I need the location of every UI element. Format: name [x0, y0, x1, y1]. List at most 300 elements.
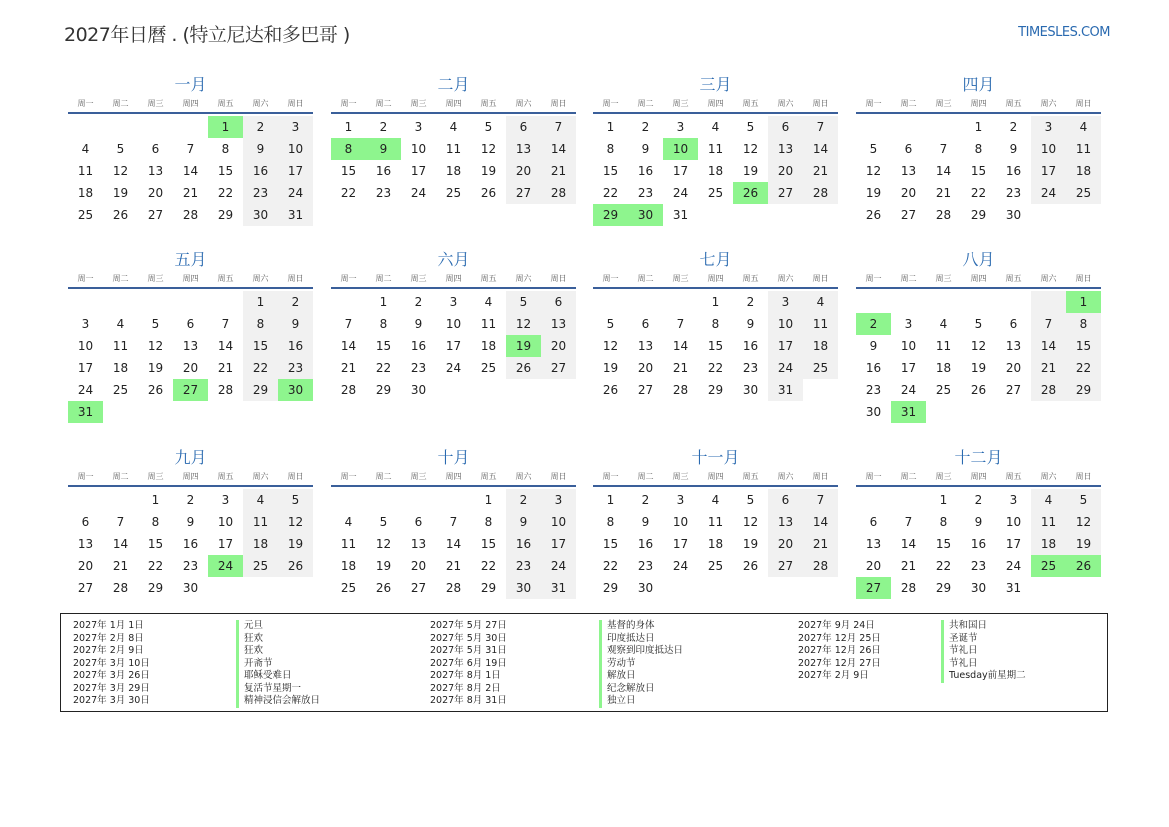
- day-cell[interactable]: 31: [278, 204, 313, 226]
- day-cell[interactable]: 8: [974, 142, 983, 156]
- day-cell[interactable]: 7: [939, 142, 948, 156]
- day-cell[interactable]: 25: [803, 357, 838, 379]
- holiday-day-cell[interactable]: 26: [733, 182, 768, 204]
- day-cell[interactable]: 31: [768, 379, 803, 401]
- day-cell[interactable]: 21: [672, 361, 689, 375]
- day-cell[interactable]: 8: [711, 317, 720, 331]
- day-cell[interactable]: 29: [1066, 379, 1101, 401]
- day-cell[interactable]: 28: [1031, 379, 1066, 401]
- holiday-day-cell[interactable]: 10: [663, 138, 698, 160]
- day-cell[interactable]: 30: [742, 383, 759, 397]
- day-cell[interactable]: 20: [900, 186, 917, 200]
- day-cell[interactable]: 19: [602, 361, 619, 375]
- day-cell[interactable]: 12: [742, 142, 759, 156]
- day-cell[interactable]: 10: [1005, 515, 1022, 529]
- day-cell[interactable]: 22: [147, 559, 164, 573]
- holiday-day-cell[interactable]: 1: [208, 116, 243, 138]
- day-cell[interactable]: 31: [541, 577, 576, 599]
- day-cell[interactable]: 7: [1031, 313, 1066, 335]
- day-cell[interactable]: 27: [410, 581, 427, 595]
- day-cell[interactable]: 23: [410, 361, 427, 375]
- day-cell[interactable]: 28: [182, 208, 199, 222]
- day-cell[interactable]: 7: [186, 142, 195, 156]
- day-cell[interactable]: 18: [707, 537, 724, 551]
- holiday-day-cell[interactable]: 25: [1031, 555, 1066, 577]
- day-cell[interactable]: 26: [375, 581, 392, 595]
- day-cell[interactable]: 9: [869, 339, 878, 353]
- day-cell[interactable]: 16: [865, 361, 882, 375]
- day-cell[interactable]: 22: [375, 361, 392, 375]
- holiday-day-cell[interactable]: 24: [208, 555, 243, 577]
- day-cell[interactable]: 7: [449, 515, 458, 529]
- holiday-day-cell[interactable]: 2: [856, 313, 891, 335]
- day-cell[interactable]: 19: [278, 533, 313, 555]
- day-cell[interactable]: 9: [506, 511, 541, 533]
- day-cell[interactable]: 15: [375, 339, 392, 353]
- day-cell[interactable]: 16: [506, 533, 541, 555]
- day-cell[interactable]: 24: [672, 559, 689, 573]
- day-cell[interactable]: 6: [151, 142, 160, 156]
- day-cell[interactable]: 5: [869, 142, 878, 156]
- day-cell[interactable]: 22: [602, 559, 619, 573]
- day-cell[interactable]: 20: [541, 335, 576, 357]
- day-cell[interactable]: 14: [1031, 335, 1066, 357]
- day-cell[interactable]: 3: [81, 317, 90, 331]
- day-cell[interactable]: 16: [742, 339, 759, 353]
- day-cell[interactable]: 17: [217, 537, 234, 551]
- day-cell[interactable]: 13: [1005, 339, 1022, 353]
- day-cell[interactable]: 24: [410, 186, 427, 200]
- day-cell[interactable]: 7: [904, 515, 913, 529]
- day-cell[interactable]: 29: [147, 581, 164, 595]
- day-cell[interactable]: 19: [970, 361, 987, 375]
- day-cell[interactable]: 27: [768, 555, 803, 577]
- day-cell[interactable]: 30: [1005, 208, 1022, 222]
- day-cell[interactable]: 25: [112, 383, 129, 397]
- day-cell[interactable]: 28: [672, 383, 689, 397]
- day-cell[interactable]: 28: [112, 581, 129, 595]
- day-cell[interactable]: 2: [506, 489, 541, 511]
- day-cell[interactable]: 17: [672, 537, 689, 551]
- day-cell[interactable]: 26: [112, 208, 129, 222]
- day-cell[interactable]: 22: [217, 186, 234, 200]
- day-cell[interactable]: 30: [243, 204, 278, 226]
- day-cell[interactable]: 13: [768, 138, 803, 160]
- day-cell[interactable]: 7: [221, 317, 230, 331]
- day-cell[interactable]: 22: [1066, 357, 1101, 379]
- day-cell[interactable]: 14: [803, 138, 838, 160]
- day-cell[interactable]: 13: [900, 164, 917, 178]
- day-cell[interactable]: 21: [217, 361, 234, 375]
- day-cell[interactable]: 19: [742, 164, 759, 178]
- day-cell[interactable]: 3: [278, 116, 313, 138]
- holiday-day-cell[interactable]: 26: [1066, 555, 1101, 577]
- day-cell[interactable]: 5: [746, 120, 755, 134]
- day-cell[interactable]: 14: [182, 164, 199, 178]
- day-cell[interactable]: 9: [414, 317, 423, 331]
- day-cell[interactable]: 6: [768, 116, 803, 138]
- day-cell[interactable]: 3: [414, 120, 423, 134]
- day-cell[interactable]: 23: [1005, 186, 1022, 200]
- day-cell[interactable]: 28: [935, 208, 952, 222]
- day-cell[interactable]: 12: [375, 537, 392, 551]
- day-cell[interactable]: 5: [116, 142, 125, 156]
- day-cell[interactable]: 18: [935, 361, 952, 375]
- day-cell[interactable]: 16: [1005, 164, 1022, 178]
- day-cell[interactable]: 26: [865, 208, 882, 222]
- day-cell[interactable]: 12: [865, 164, 882, 178]
- day-cell[interactable]: 12: [112, 164, 129, 178]
- day-cell[interactable]: 18: [445, 164, 462, 178]
- holiday-day-cell[interactable]: 30: [278, 379, 313, 401]
- day-cell[interactable]: 26: [506, 357, 541, 379]
- day-cell[interactable]: 17: [410, 164, 427, 178]
- day-cell[interactable]: 8: [379, 317, 388, 331]
- day-cell[interactable]: 3: [904, 317, 913, 331]
- day-cell[interactable]: 15: [1066, 335, 1101, 357]
- day-cell[interactable]: 4: [711, 493, 720, 507]
- day-cell[interactable]: 11: [340, 537, 357, 551]
- day-cell[interactable]: 17: [445, 339, 462, 353]
- day-cell[interactable]: 13: [541, 313, 576, 335]
- day-cell[interactable]: 1: [151, 493, 160, 507]
- day-cell[interactable]: 3: [1009, 493, 1018, 507]
- day-cell[interactable]: 17: [278, 160, 313, 182]
- day-cell[interactable]: 29: [480, 581, 497, 595]
- day-cell[interactable]: 8: [606, 142, 615, 156]
- day-cell[interactable]: 5: [606, 317, 615, 331]
- day-cell[interactable]: 13: [637, 339, 654, 353]
- day-cell[interactable]: 2: [974, 493, 983, 507]
- day-cell[interactable]: 10: [768, 313, 803, 335]
- day-cell[interactable]: 3: [676, 493, 685, 507]
- day-cell[interactable]: 10: [278, 138, 313, 160]
- day-cell[interactable]: 25: [77, 208, 94, 222]
- day-cell[interactable]: 25: [1066, 182, 1101, 204]
- day-cell[interactable]: 8: [1066, 313, 1101, 335]
- day-cell[interactable]: 20: [506, 160, 541, 182]
- day-cell[interactable]: 25: [445, 186, 462, 200]
- holiday-day-cell[interactable]: 19: [506, 335, 541, 357]
- day-cell[interactable]: 17: [1031, 160, 1066, 182]
- day-cell[interactable]: 14: [445, 537, 462, 551]
- day-cell[interactable]: 15: [147, 537, 164, 551]
- day-cell[interactable]: 8: [221, 142, 230, 156]
- day-cell[interactable]: 3: [541, 489, 576, 511]
- holiday-day-cell[interactable]: 30: [628, 204, 663, 226]
- day-cell[interactable]: 8: [243, 313, 278, 335]
- day-cell[interactable]: 18: [243, 533, 278, 555]
- day-cell[interactable]: 22: [243, 357, 278, 379]
- day-cell[interactable]: 21: [112, 559, 129, 573]
- day-cell[interactable]: 29: [243, 379, 278, 401]
- day-cell[interactable]: 7: [803, 489, 838, 511]
- day-cell[interactable]: 26: [278, 555, 313, 577]
- day-cell[interactable]: 5: [1066, 489, 1101, 511]
- day-cell[interactable]: 23: [375, 186, 392, 200]
- day-cell[interactable]: 18: [1031, 533, 1066, 555]
- day-cell[interactable]: 24: [445, 361, 462, 375]
- day-cell[interactable]: 18: [77, 186, 94, 200]
- day-cell[interactable]: 1: [606, 493, 615, 507]
- day-cell[interactable]: 27: [1005, 383, 1022, 397]
- day-cell[interactable]: 23: [506, 555, 541, 577]
- day-cell[interactable]: 13: [182, 339, 199, 353]
- holiday-day-cell[interactable]: 27: [856, 577, 891, 599]
- day-cell[interactable]: 6: [541, 291, 576, 313]
- day-cell[interactable]: 2: [414, 295, 423, 309]
- day-cell[interactable]: 10: [445, 317, 462, 331]
- day-cell[interactable]: 16: [637, 537, 654, 551]
- day-cell[interactable]: 12: [970, 339, 987, 353]
- day-cell[interactable]: 12: [742, 515, 759, 529]
- day-cell[interactable]: 12: [147, 339, 164, 353]
- day-cell[interactable]: 27: [506, 182, 541, 204]
- day-cell[interactable]: 11: [1066, 138, 1101, 160]
- day-cell[interactable]: 6: [414, 515, 423, 529]
- day-cell[interactable]: 17: [900, 361, 917, 375]
- day-cell[interactable]: 25: [707, 186, 724, 200]
- day-cell[interactable]: 15: [243, 335, 278, 357]
- day-cell[interactable]: 11: [935, 339, 952, 353]
- day-cell[interactable]: 4: [344, 515, 353, 529]
- day-cell[interactable]: 30: [506, 577, 541, 599]
- day-cell[interactable]: 8: [606, 515, 615, 529]
- day-cell[interactable]: 1: [243, 291, 278, 313]
- holiday-day-cell[interactable]: 31: [891, 401, 926, 423]
- day-cell[interactable]: 28: [803, 555, 838, 577]
- day-cell[interactable]: 25: [243, 555, 278, 577]
- day-cell[interactable]: 10: [217, 515, 234, 529]
- day-cell[interactable]: 24: [1031, 182, 1066, 204]
- day-cell[interactable]: 4: [711, 120, 720, 134]
- day-cell[interactable]: 28: [803, 182, 838, 204]
- day-cell[interactable]: 19: [1066, 533, 1101, 555]
- day-cell[interactable]: 30: [865, 405, 882, 419]
- day-cell[interactable]: 5: [746, 493, 755, 507]
- day-cell[interactable]: 27: [77, 581, 94, 595]
- day-cell[interactable]: 25: [935, 383, 952, 397]
- day-cell[interactable]: 29: [970, 208, 987, 222]
- day-cell[interactable]: 29: [602, 581, 619, 595]
- day-cell[interactable]: 9: [641, 142, 650, 156]
- day-cell[interactable]: 1: [379, 295, 388, 309]
- day-cell[interactable]: 5: [506, 291, 541, 313]
- day-cell[interactable]: 24: [768, 357, 803, 379]
- day-cell[interactable]: 13: [865, 537, 882, 551]
- day-cell[interactable]: 11: [1031, 511, 1066, 533]
- day-cell[interactable]: 9: [278, 313, 313, 335]
- day-cell[interactable]: 24: [672, 186, 689, 200]
- day-cell[interactable]: 29: [217, 208, 234, 222]
- day-cell[interactable]: 26: [480, 186, 497, 200]
- day-cell[interactable]: 25: [340, 581, 357, 595]
- day-cell[interactable]: 4: [803, 291, 838, 313]
- day-cell[interactable]: 3: [768, 291, 803, 313]
- day-cell[interactable]: 27: [147, 208, 164, 222]
- day-cell[interactable]: 3: [221, 493, 230, 507]
- day-cell[interactable]: 23: [243, 182, 278, 204]
- day-cell[interactable]: 19: [742, 537, 759, 551]
- day-cell[interactable]: 25: [707, 559, 724, 573]
- day-cell[interactable]: 20: [768, 533, 803, 555]
- day-cell[interactable]: 22: [935, 559, 952, 573]
- day-cell[interactable]: 15: [480, 537, 497, 551]
- day-cell[interactable]: 4: [81, 142, 90, 156]
- day-cell[interactable]: 20: [147, 186, 164, 200]
- day-cell[interactable]: 28: [900, 581, 917, 595]
- day-cell[interactable]: 18: [1066, 160, 1101, 182]
- day-cell[interactable]: 1: [484, 493, 493, 507]
- day-cell[interactable]: 18: [112, 361, 129, 375]
- day-cell[interactable]: 7: [676, 317, 685, 331]
- day-cell[interactable]: 4: [449, 120, 458, 134]
- day-cell[interactable]: 14: [803, 511, 838, 533]
- day-cell[interactable]: 18: [803, 335, 838, 357]
- day-cell[interactable]: 6: [81, 515, 90, 529]
- day-cell[interactable]: 30: [182, 581, 199, 595]
- day-cell[interactable]: 15: [935, 537, 952, 551]
- day-cell[interactable]: 23: [278, 357, 313, 379]
- day-cell[interactable]: 16: [970, 537, 987, 551]
- day-cell[interactable]: 26: [602, 383, 619, 397]
- day-cell[interactable]: 8: [484, 515, 493, 529]
- day-cell[interactable]: 26: [970, 383, 987, 397]
- day-cell[interactable]: 12: [1066, 511, 1101, 533]
- day-cell[interactable]: 12: [480, 142, 497, 156]
- day-cell[interactable]: 28: [445, 581, 462, 595]
- day-cell[interactable]: 17: [77, 361, 94, 375]
- day-cell[interactable]: 3: [449, 295, 458, 309]
- day-cell[interactable]: 10: [410, 142, 427, 156]
- day-cell[interactable]: 7: [116, 515, 125, 529]
- day-cell[interactable]: 3: [1031, 116, 1066, 138]
- day-cell[interactable]: 20: [182, 361, 199, 375]
- day-cell[interactable]: 7: [344, 317, 353, 331]
- day-cell[interactable]: 16: [375, 164, 392, 178]
- day-cell[interactable]: 13: [77, 537, 94, 551]
- day-cell[interactable]: 6: [869, 515, 878, 529]
- day-cell[interactable]: 21: [900, 559, 917, 573]
- day-cell[interactable]: 9: [641, 515, 650, 529]
- day-cell[interactable]: 17: [768, 335, 803, 357]
- day-cell[interactable]: 8: [939, 515, 948, 529]
- day-cell[interactable]: 30: [637, 581, 654, 595]
- day-cell[interactable]: 9: [1009, 142, 1018, 156]
- day-cell[interactable]: 15: [217, 164, 234, 178]
- holiday-day-cell[interactable]: 9: [366, 138, 401, 160]
- day-cell[interactable]: 21: [1031, 357, 1066, 379]
- day-cell[interactable]: 18: [480, 339, 497, 353]
- day-cell[interactable]: 14: [900, 537, 917, 551]
- day-cell[interactable]: 7: [541, 116, 576, 138]
- day-cell[interactable]: 12: [278, 511, 313, 533]
- day-cell[interactable]: 19: [112, 186, 129, 200]
- holiday-day-cell[interactable]: 29: [593, 204, 628, 226]
- day-cell[interactable]: 5: [379, 515, 388, 529]
- day-cell[interactable]: 22: [602, 186, 619, 200]
- day-cell[interactable]: 21: [541, 160, 576, 182]
- day-cell[interactable]: 26: [147, 383, 164, 397]
- day-cell[interactable]: 10: [77, 339, 94, 353]
- day-cell[interactable]: 31: [1005, 581, 1022, 595]
- day-cell[interactable]: 19: [375, 559, 392, 573]
- day-cell[interactable]: 14: [217, 339, 234, 353]
- day-cell[interactable]: 28: [340, 383, 357, 397]
- day-cell[interactable]: 30: [970, 581, 987, 595]
- site-link[interactable]: TIMESLES.COM: [1018, 25, 1110, 40]
- day-cell[interactable]: 19: [147, 361, 164, 375]
- day-cell[interactable]: 10: [900, 339, 917, 353]
- day-cell[interactable]: 30: [410, 383, 427, 397]
- day-cell[interactable]: 16: [182, 537, 199, 551]
- day-cell[interactable]: 17: [541, 533, 576, 555]
- day-cell[interactable]: 11: [112, 339, 129, 353]
- day-cell[interactable]: 23: [637, 559, 654, 573]
- day-cell[interactable]: 6: [768, 489, 803, 511]
- day-cell[interactable]: 4: [116, 317, 125, 331]
- day-cell[interactable]: 5: [278, 489, 313, 511]
- day-cell[interactable]: 11: [243, 511, 278, 533]
- day-cell[interactable]: 14: [672, 339, 689, 353]
- day-cell[interactable]: 20: [768, 160, 803, 182]
- day-cell[interactable]: 24: [77, 383, 94, 397]
- day-cell[interactable]: 24: [900, 383, 917, 397]
- day-cell[interactable]: 18: [340, 559, 357, 573]
- day-cell[interactable]: 3: [676, 120, 685, 134]
- day-cell[interactable]: 11: [707, 515, 724, 529]
- day-cell[interactable]: 29: [375, 383, 392, 397]
- holiday-day-cell[interactable]: 1: [1066, 291, 1101, 313]
- day-cell[interactable]: 11: [480, 317, 497, 331]
- day-cell[interactable]: 10: [1031, 138, 1066, 160]
- day-cell[interactable]: 27: [768, 182, 803, 204]
- day-cell[interactable]: 14: [541, 138, 576, 160]
- day-cell[interactable]: 24: [1005, 559, 1022, 573]
- day-cell[interactable]: 9: [974, 515, 983, 529]
- day-cell[interactable]: 28: [541, 182, 576, 204]
- day-cell[interactable]: 23: [970, 559, 987, 573]
- day-cell[interactable]: 20: [637, 361, 654, 375]
- day-cell[interactable]: 19: [865, 186, 882, 200]
- day-cell[interactable]: 27: [541, 357, 576, 379]
- day-cell[interactable]: 2: [1009, 120, 1018, 134]
- day-cell[interactable]: 16: [410, 339, 427, 353]
- day-cell[interactable]: 10: [672, 515, 689, 529]
- day-cell[interactable]: 13: [410, 537, 427, 551]
- day-cell[interactable]: 1: [939, 493, 948, 507]
- day-cell[interactable]: 2: [641, 120, 650, 134]
- day-cell[interactable]: 6: [506, 116, 541, 138]
- day-cell[interactable]: 19: [480, 164, 497, 178]
- day-cell[interactable]: 2: [379, 120, 388, 134]
- day-cell[interactable]: 15: [340, 164, 357, 178]
- day-cell[interactable]: 17: [672, 164, 689, 178]
- day-cell[interactable]: 23: [742, 361, 759, 375]
- day-cell[interactable]: 5: [484, 120, 493, 134]
- day-cell[interactable]: 16: [637, 164, 654, 178]
- day-cell[interactable]: 18: [707, 164, 724, 178]
- day-cell[interactable]: 11: [445, 142, 462, 156]
- day-cell[interactable]: 2: [746, 295, 755, 309]
- holiday-day-cell[interactable]: 31: [68, 401, 103, 423]
- day-cell[interactable]: 21: [182, 186, 199, 200]
- day-cell[interactable]: 24: [541, 555, 576, 577]
- day-cell[interactable]: 1: [344, 120, 353, 134]
- day-cell[interactable]: 28: [217, 383, 234, 397]
- day-cell[interactable]: 7: [803, 116, 838, 138]
- day-cell[interactable]: 13: [506, 138, 541, 160]
